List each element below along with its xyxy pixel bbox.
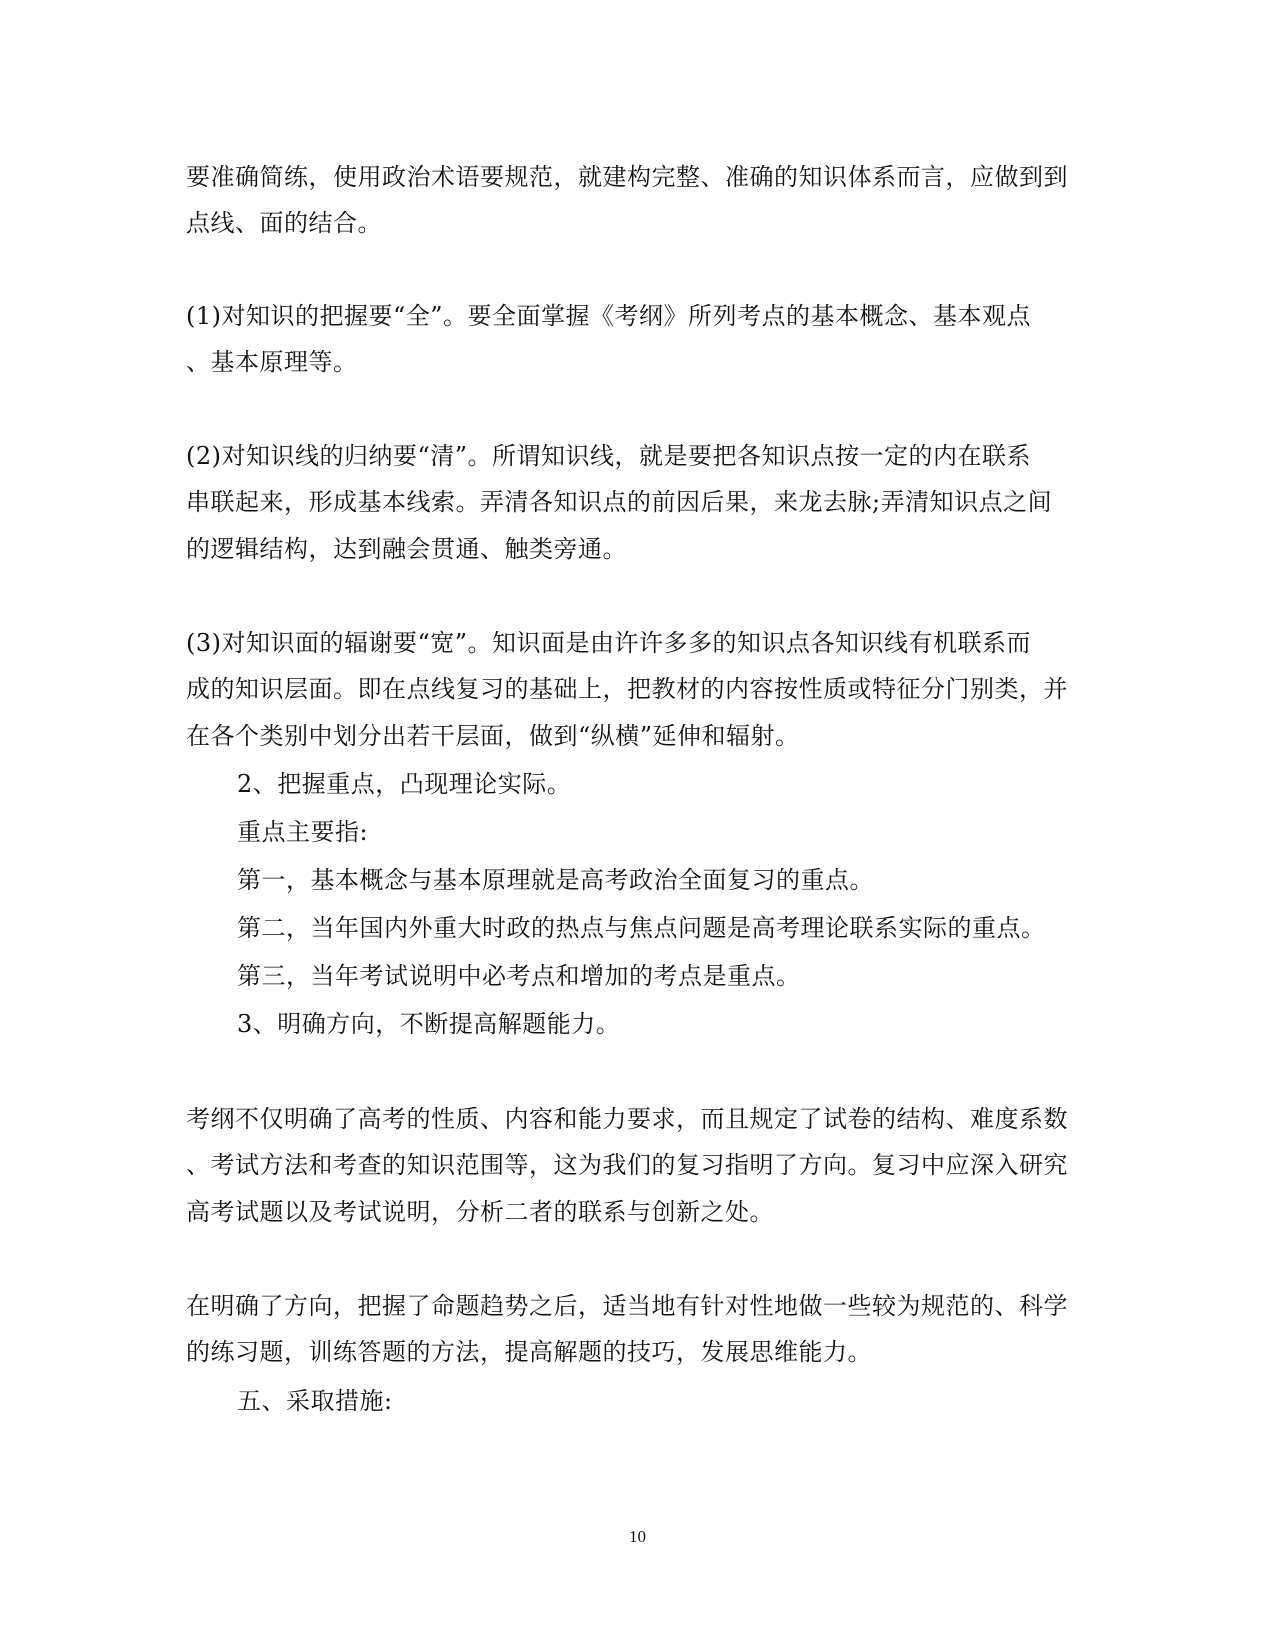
paragraph-11-line-2: 、考试方法和考查的知识范围等，这为我们的复习指明了方向。复习中应深入研究 (186, 1151, 1068, 1179)
section-heading: 五、采取措施: (237, 1387, 393, 1415)
paragraph-12-line-2: 的练习题，训练答题的方法，提高解题的技巧，发展思维能力。 (186, 1338, 872, 1366)
paragraph-12-line-1: 在明确了方向，把握了命题趋势之后，适当地有针对性地做一些较为规范的、科学 (186, 1292, 1068, 1320)
paragraph-11-line-1: 考纲不仅明确了高考的性质、内容和能力要求，而且规定了试卷的结构、难度系数 (186, 1105, 1068, 1133)
paragraph-3-line-3: 的逻辑结构，达到融会贯通、触类旁通。 (186, 535, 627, 563)
paragraph-6-line-1: 重点主要指: (237, 818, 369, 846)
paragraph-3-line-2: 串联起来，形成基本线索。弄清各知识点的前因后果，来龙去脉;弄清知识点之间 (186, 488, 1053, 516)
paragraph-4-line-2: 成的知识层面。即在点线复习的基础上，把教材的内容按性质或特征分门别类，并 (186, 675, 1068, 703)
paragraph-3-line-1: (2)对知识线的归纳要“清”。所谓知识线，就是要把各知识点按一定的内在联系 (186, 442, 1032, 470)
paragraph-1-line-1: 要准确简练，使用政治术语要规范，就建构完整、准确的知识体系而言，应做到到 (186, 163, 1068, 191)
paragraph-7-line-1: 第一，基本概念与基本原理就是高考政治全面复习的重点。 (237, 866, 874, 894)
paragraph-2-line-2: 、基本原理等。 (186, 348, 358, 376)
paragraph-11-line-3: 高考试题以及考试说明，分析二者的联系与创新之处。 (186, 1198, 774, 1226)
paragraph-9-line-1: 第三，当年考试说明中必考点和增加的考点是重点。 (237, 962, 801, 990)
paragraph-2-line-1: (1)对知识的把握要“全”。要全面掌握《考纲》所列考点的基本概念、基本观点 (186, 302, 1032, 330)
paragraph-5-line-1: 2、把握重点，凸现理论实际。 (237, 770, 572, 798)
paragraph-8-line-1: 第二，当年国内外重大时政的热点与焦点问题是高考理论联系实际的重点。 (237, 914, 1046, 942)
paragraph-10-line-1: 3、明确方向，不断提高解题能力。 (237, 1010, 621, 1038)
paragraph-1-line-2: 点线、面的结合。 (186, 209, 382, 237)
page-number: 10 (629, 1527, 646, 1546)
paragraph-4-line-1: (3)对知识面的辐谢要“宽”。知识面是由许许多多的知识点各知识线有机联系而 (186, 629, 1032, 657)
paragraph-4-line-3: 在各个类别中划分出若干层面，做到“纵横”延伸和辐射。 (186, 722, 800, 750)
